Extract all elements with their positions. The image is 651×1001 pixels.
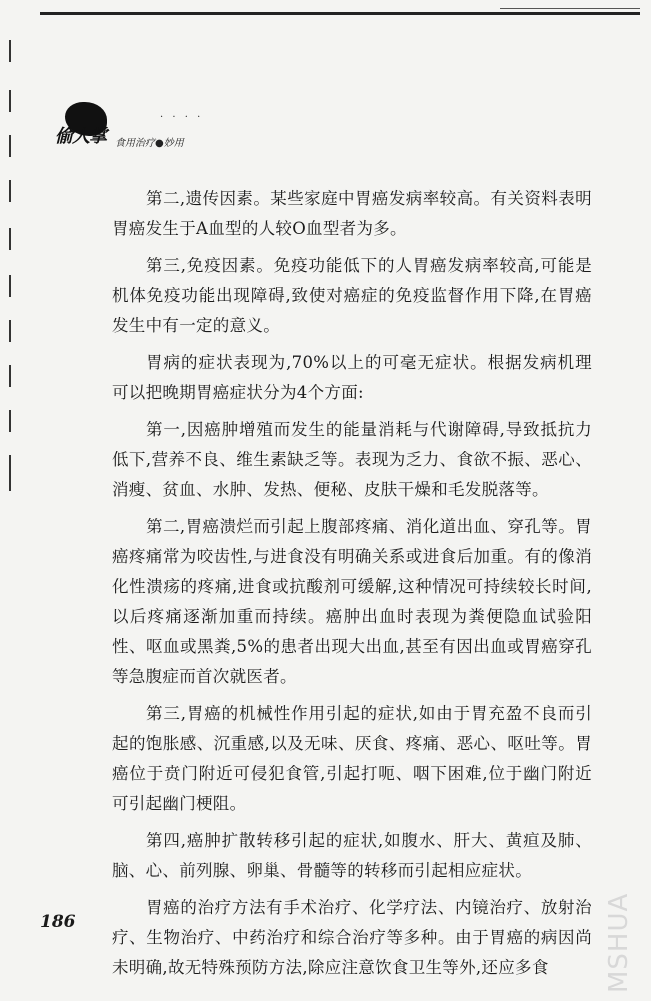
paragraph: 胃病的症状表现为,70%以上的可毫无症状。根据发病机理可以把晚期胃癌症状分为4个方面:	[112, 353, 592, 402]
book-title: 偷人掌	[55, 126, 106, 147]
scan-edge-mark	[9, 455, 11, 491]
paragraph: 第三,胃癌的机械性作用引起的症状,如由于胃充盈不良而引起的饱胀感、沉重感,以及无味、厌食、疼痛、恶心、呕吐等。胃癌位于贲门附近可侵犯食管,引起打呃、咽下困难,位于幽门附近可引起幽门梗阻。	[112, 704, 592, 813]
paragraph: 第二,遗传因素。某些家庭中胃癌发病率较高。有关资料表明胃癌发生于A血型的人较O血型者为多。	[112, 189, 592, 238]
paragraph: 第一,因癌肿增殖而发生的能量消耗与代谢障碍,导致抵抗力低下,营养不良、维生素缺乏等。表现为乏力、食欲不振、恶心、消瘦、贫血、水肿、发热、便秘、皮肤干燥和毛发脱落等。	[112, 420, 592, 499]
paragraph: 第四,癌肿扩散转移引起的症状,如腹水、肝大、黄疸及肺、脑、心、前列腺、卵巢、骨髓等的转移而引起相应症状。	[112, 831, 592, 880]
paragraph: 第三,免疫因素。免疫功能低下的人胃癌发病率较高,可能是机体免疫功能出现障碍,致使对癌症的免疫监督作用下降,在胃癌发生中有一定的意义。	[112, 256, 592, 335]
page-number: 186	[40, 912, 76, 932]
page-body	[112, 184, 592, 990]
scan-edge-mark	[9, 320, 11, 342]
scan-edge-mark	[9, 180, 11, 202]
header-dots: · · · ·	[160, 112, 204, 123]
scan-edge-mark	[9, 365, 11, 387]
paragraph: 第二,胃癌溃烂而引起上腹部疼痛、消化道出血、穿孔等。胃癌疼痛常为咬齿性,与进食没有明确关系或进食后加重。有的像消化性溃疡的疼痛,进食或抗酸剂可缓解,这种情况可持续较长时间,以后疼痛逐渐加重而持续。癌肿出血时表现为粪便隐血试验阳性、呕血或黑粪,5%的患者出现大出血,甚至有因出血或胃癌穿孔等急腹症而首次就医者。	[112, 517, 592, 686]
paragraph: 胃癌的治疗方法有手术治疗、化学疗法、内镜治疗、放射治疗、生物治疗、中药治疗和综合治疗等多种。由于胃癌的病因尚未明确,故无特殊预防方法,除应注意饮食卫生等外,还应多食	[112, 898, 592, 977]
watermark: MSHUA	[604, 892, 634, 993]
scan-edge-mark	[9, 410, 11, 432]
scan-edge-mark	[9, 40, 11, 62]
scan-edge-mark	[9, 135, 11, 157]
top-rule-thin	[500, 8, 640, 9]
scan-edge-mark	[9, 90, 11, 112]
top-rule	[40, 12, 640, 15]
scan-edge-mark	[9, 228, 11, 250]
running-header-logo	[55, 100, 225, 160]
scan-edge-mark	[9, 275, 11, 297]
book-subtitle: 食用治疗●妙用	[115, 138, 184, 149]
